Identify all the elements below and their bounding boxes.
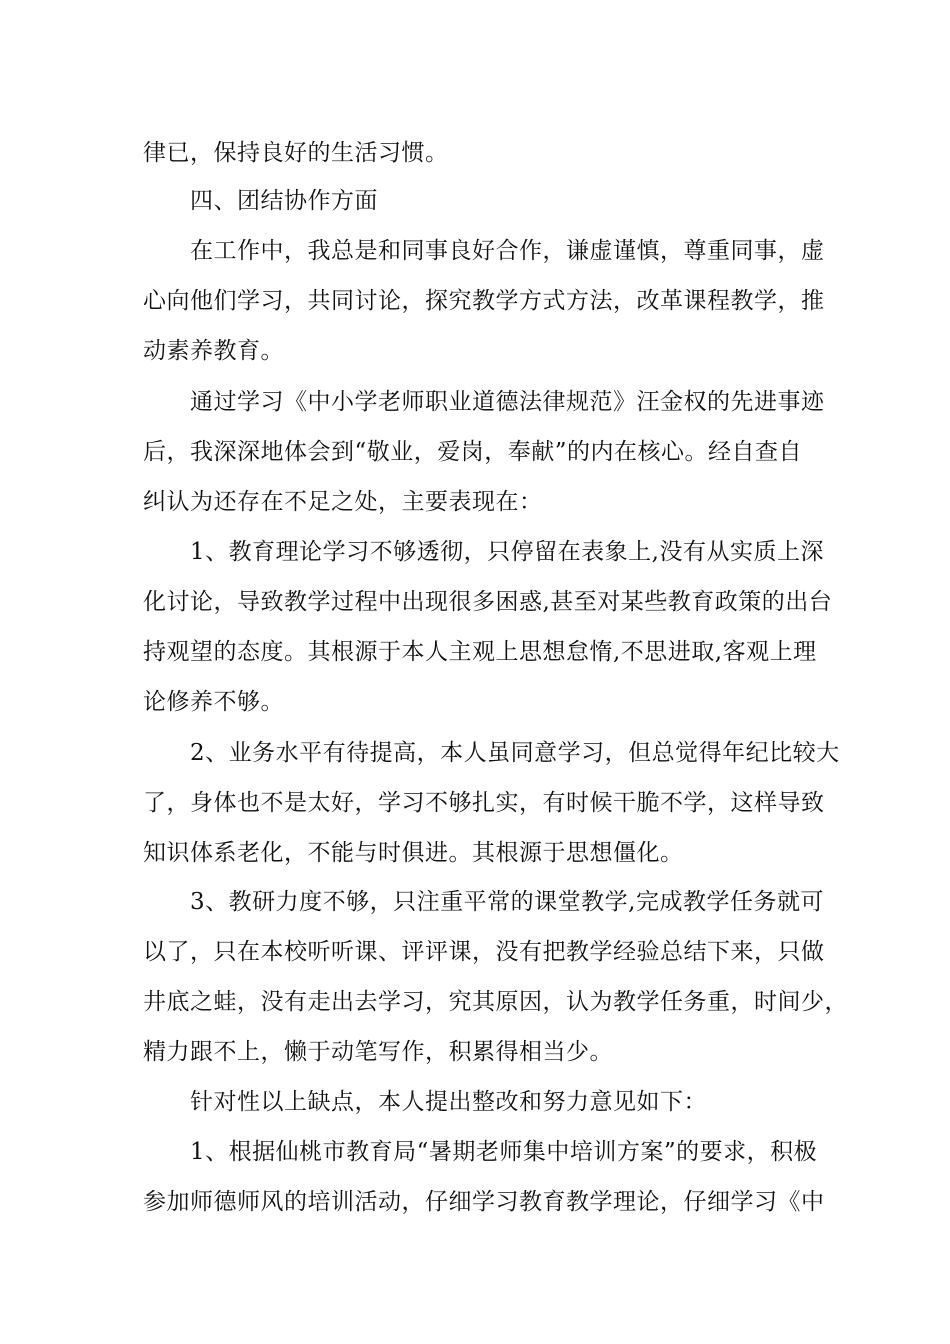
text-line: 了，身体也不是太好，学习不够扎实，有时候干脆不学，这样导致 — [143, 790, 825, 816]
text-line: 参加师德师风的培训活动，仔细学习教育教学理论，仔细学习《中 — [143, 1189, 825, 1215]
section-heading: 四、团结协作方面 — [190, 188, 378, 214]
text-line: 1、教育理论学习不够透彻，只停留在表象上,没有从实质上深 — [190, 539, 824, 565]
text-line: 后，我深深地体会到“敬业，爱岗，奉献”的内在核心。经自查自 — [143, 439, 803, 465]
text-line: 动素养教育。 — [143, 338, 284, 364]
text-line: 以了，只在本校听听课、评评课，没有把教学经验总结下来，只做 — [143, 939, 825, 965]
text-line: 持观望的态度。其根源于本人主观上思想怠惰,不思进取,客观上理 — [143, 639, 817, 665]
text-line: 在工作中，我总是和同事良好合作，谦虚谨慎，尊重同事，虚 — [190, 238, 825, 264]
text-line: 知识体系老化，不能与时俱进。其根源于思想僵化。 — [143, 840, 684, 866]
text-line: 精力跟不上，懒于动笔写作，积累得相当少。 — [143, 1039, 613, 1065]
text-line: 1、根据仙桃市教育局“暑期老师集中培训方案”的要求，积极 — [190, 1139, 818, 1165]
text-line: 针对性以上缺点，本人提出整改和努力意见如下： — [190, 1089, 707, 1115]
text-line: 心向他们学习，共同讨论，探究教学方式方法，改革课程教学，推 — [143, 288, 825, 314]
text-line: 纠认为还存在不足之处，主要表现在： — [143, 489, 543, 515]
text-line: 化讨论，导致教学过程中出现很多困惑,甚至对某些教育政策的出台 — [143, 589, 833, 615]
text-line: 2、业务水平有待提高，本人虽同意学习，但总觉得年纪比较大 — [190, 740, 840, 766]
text-line: 3、教研力度不够，只注重平常的课堂教学,完成教学任务就可 — [190, 889, 824, 915]
text-line: 律已，保持良好的生活习惯。 — [143, 140, 449, 166]
text-line: 论修养不够。 — [143, 689, 284, 715]
text-line: 井底之蛙，没有走出去学习，究其原因，认为教学任务重，时间少， — [143, 989, 848, 1015]
text-line: 通过学习《中小学老师职业道德法律规范》汪金权的先进事迹 — [190, 389, 825, 415]
